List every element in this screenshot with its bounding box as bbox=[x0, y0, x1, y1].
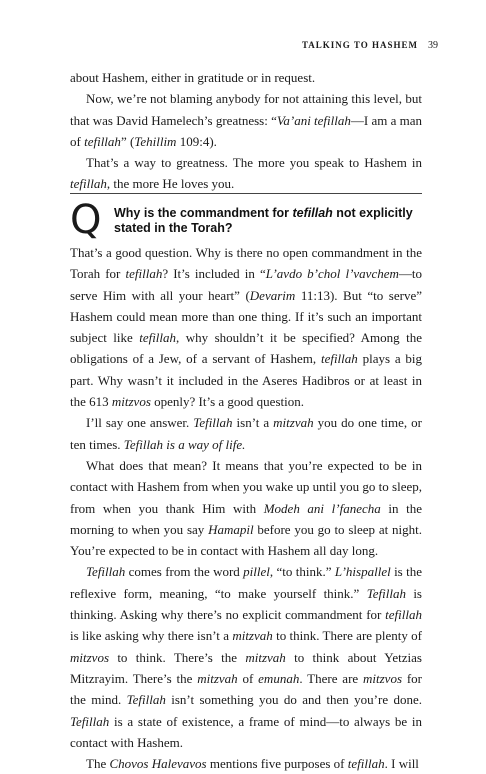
text-span: The bbox=[86, 756, 110, 772]
text-span: Now, we’re not blaming anybody for not attaining this level, but that was David Hamelech’s greatness: “ bbox=[70, 91, 422, 128]
text-span: . I will bbox=[384, 756, 419, 772]
italic-term: tefillah bbox=[292, 206, 333, 220]
text-span: ? It’s included in “ bbox=[162, 266, 266, 282]
text-span: is thinking. Asking why there’s no explicit commandment for bbox=[70, 585, 422, 623]
italic-term: mitzvos bbox=[70, 649, 109, 665]
text-span: is like asking why there isn’t a bbox=[70, 628, 233, 644]
italic-term: Tefillah is a way of life. bbox=[123, 436, 246, 452]
text-span: That’s a way to greatness. The more you speak to Hashem in bbox=[86, 155, 422, 171]
italic-term: Tefillah bbox=[70, 713, 110, 729]
italic-term: L’avdo b’chol l’vavchem bbox=[265, 266, 399, 282]
italic-term: Tefillah bbox=[193, 415, 233, 431]
text-span: isn’t something you do and then you’re done. bbox=[165, 692, 422, 708]
section-divider bbox=[70, 193, 422, 194]
text-span: isn’t a bbox=[232, 415, 274, 431]
text-span: is a state of existence, a frame of mind—to always be in contact with Hashem. bbox=[70, 713, 422, 750]
text-span: 11:13). But “to serve” Hashem could mean more than one thing. If it’s such an important subject like bbox=[70, 287, 422, 346]
text-span: . There are bbox=[299, 670, 363, 686]
text-span: to think. There are plenty of bbox=[272, 628, 422, 644]
text-span: for the mind. bbox=[70, 670, 422, 708]
paragraph bbox=[70, 412, 422, 455]
text-span: mentions five purposes of bbox=[206, 756, 348, 772]
text-span: 109:4). bbox=[176, 133, 217, 149]
text-span: is the reflexive form, meaning, “to make yourself think.” bbox=[70, 564, 422, 601]
question-text bbox=[114, 206, 422, 236]
text-span: —to serve Him with all your heart” ( bbox=[70, 266, 423, 303]
running-header bbox=[302, 40, 438, 51]
paragraph bbox=[70, 455, 422, 561]
text-span: plays a big part. Why wasn’t it included in the Aseres Hadibros or at least in the 613 bbox=[70, 351, 422, 410]
italic-term: Tefillah bbox=[126, 692, 166, 708]
italic-term: mitzvah bbox=[197, 670, 238, 686]
paragraph bbox=[70, 88, 422, 152]
italic-term: Va’ani tefillah bbox=[276, 112, 351, 128]
paragraph bbox=[70, 753, 422, 774]
chapter-title: TALKING TO HASHEM bbox=[301, 40, 418, 50]
italic-term: mitzvos bbox=[111, 394, 151, 410]
italic-term: tefillah bbox=[125, 266, 163, 282]
intro-text bbox=[70, 67, 422, 195]
italic-term: mitzvah bbox=[232, 628, 273, 644]
text-span: before you go to sleep at night. You’re expected to be in contact with Hashem all day long. bbox=[70, 521, 422, 559]
italic-term: mitzvos bbox=[363, 670, 402, 686]
italic-term: tefillah bbox=[84, 133, 121, 149]
page-number: 39 bbox=[428, 40, 438, 51]
text-span: comes from the word bbox=[125, 564, 244, 580]
italic-term: mitzvah bbox=[273, 415, 314, 431]
text-span: That’s a good question. Why is there no open commandment in the Torah for bbox=[70, 245, 422, 282]
italic-term: L’hispallel bbox=[334, 564, 391, 580]
text-span: you do one time, or ten times. bbox=[70, 415, 422, 452]
paragraph bbox=[70, 242, 422, 412]
italic-term: Hamapil bbox=[208, 521, 254, 537]
italic-term: tefillah bbox=[320, 351, 358, 367]
question-heading bbox=[70, 197, 422, 244]
italic-term: tefillah bbox=[385, 607, 422, 623]
text-span: , the more He loves you. bbox=[106, 176, 235, 192]
paragraph: about Hashem, either in gratitude or in request. bbox=[70, 70, 316, 85]
text-span: , why shouldn’t it be specified? Among the obligations of a Jew, of a servant of Hashem, bbox=[70, 330, 422, 367]
paragraph bbox=[70, 152, 422, 195]
italic-term: Chovos Halevavos bbox=[109, 756, 207, 772]
text-span: to think. There’s the bbox=[109, 649, 246, 665]
question-letter: Q bbox=[70, 197, 102, 243]
italic-term: mitzvah bbox=[245, 649, 286, 665]
text-span: of bbox=[237, 670, 259, 686]
text-span: to think about Yetzias Mitzrayim. There’s the bbox=[70, 649, 422, 686]
italic-term: emunah bbox=[258, 670, 300, 686]
text-span: , “to think.” bbox=[269, 564, 335, 580]
italic-term: Tefillah bbox=[86, 564, 126, 580]
answer-text bbox=[70, 242, 422, 774]
text-span: What does that mean? It means that you’re expected to be in contact with Hashem from when you wake up until you go to sleep, from when you thank Him with bbox=[70, 457, 423, 516]
text-span: not explicitly stated in the Torah? bbox=[114, 206, 413, 235]
text-span: —I am a man of bbox=[70, 112, 423, 149]
italic-term: Devarim bbox=[249, 287, 296, 303]
italic-term: Tehillim bbox=[134, 133, 177, 149]
italic-term: Tefillah bbox=[366, 585, 406, 601]
italic-term: pillel bbox=[243, 564, 270, 580]
text-span: I’ll say one answer. bbox=[86, 415, 194, 431]
text-span: openly? It’s a good question. bbox=[150, 394, 304, 410]
italic-term: tefillah bbox=[139, 330, 177, 346]
italic-term: tefillah bbox=[347, 756, 385, 772]
text-span: in the morning to when you say bbox=[70, 500, 422, 537]
italic-term: Modeh ani l’fanecha bbox=[263, 500, 381, 516]
paragraph bbox=[70, 561, 422, 753]
text-span: Why is the commandment for bbox=[114, 206, 293, 220]
text-span: ” ( bbox=[120, 133, 135, 149]
italic-term: tefillah bbox=[70, 176, 107, 192]
